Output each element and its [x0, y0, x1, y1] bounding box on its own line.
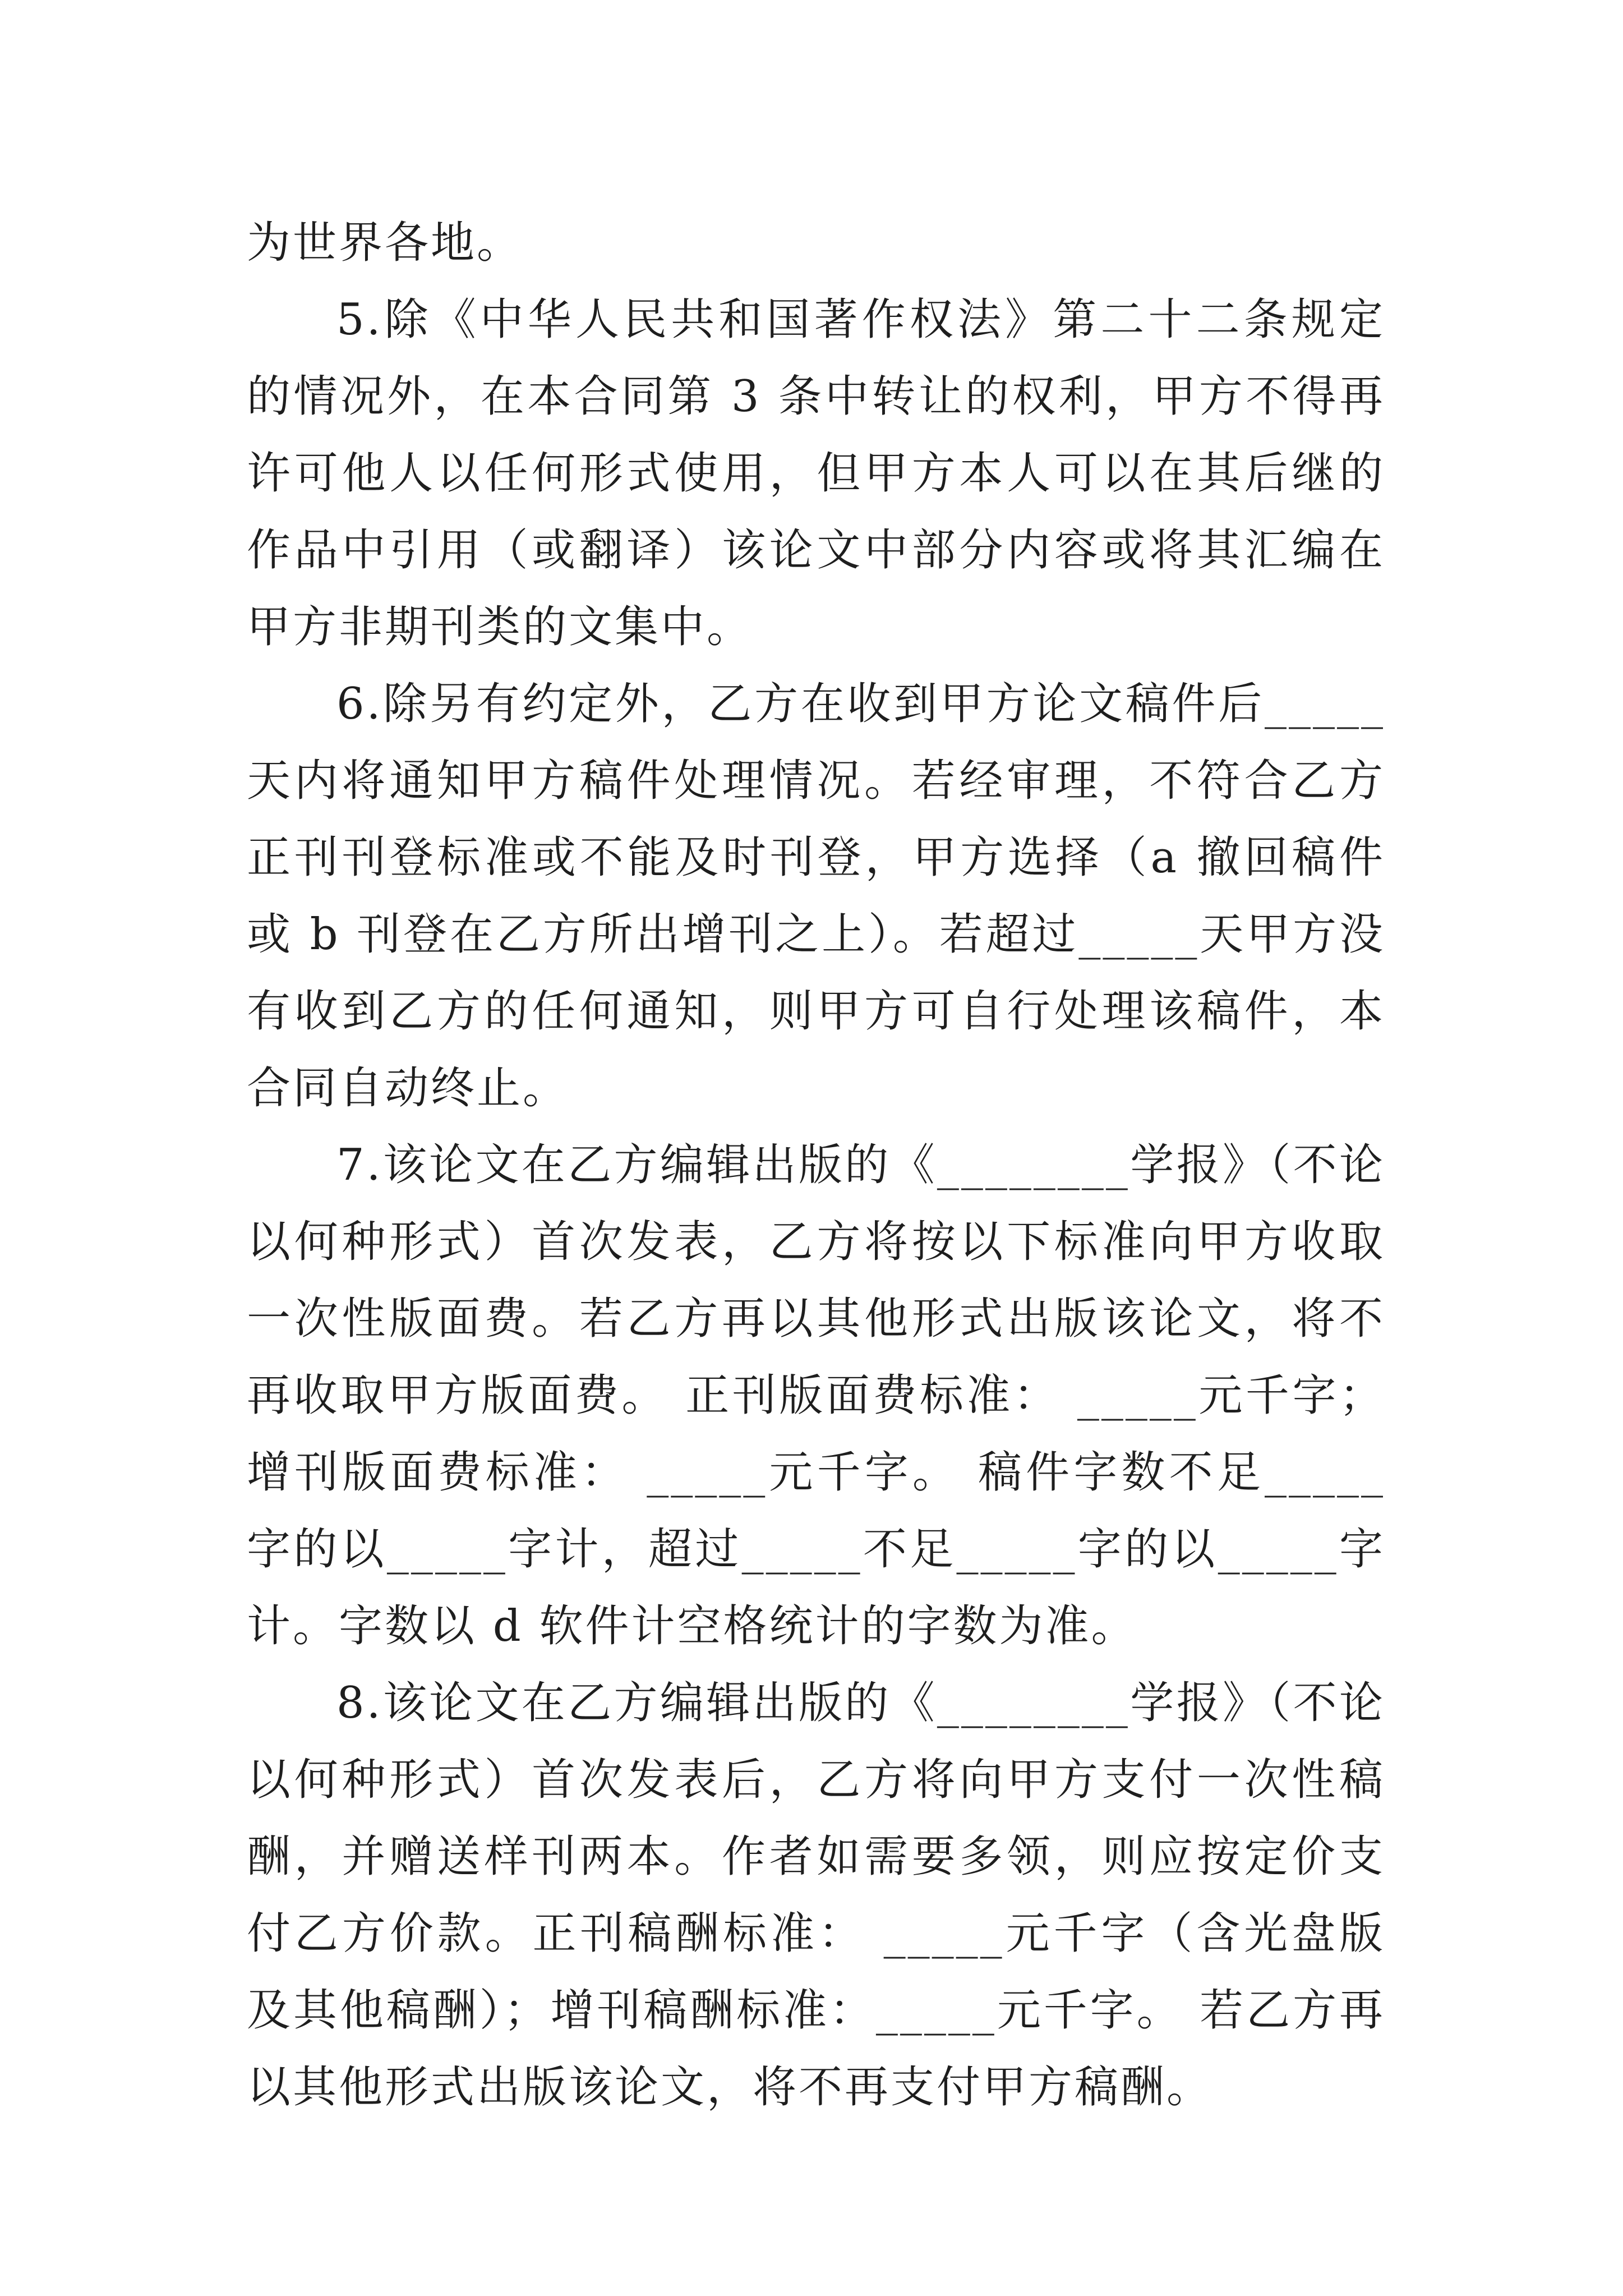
paragraph-clause-5: 5.除《中华人民共和国著作权法》第二十二条规定的情况外，在本合同第 3 条中转让的权利，甲方不得再许可他人以任何形式使用，但甲方本人可以在其后继的作品中引用（或翻译）该论文中部分内容或将其汇编在甲方非期刊类的文集中。 — [247, 295, 1385, 652]
paragraph-clause-6: 6.除另有约定外，乙方在收到甲方论文稿件后_____天内将通知甲方稿件处理情况。若经审理，不符合乙方正刊刊登标准或不能及时刊登，甲方选择（a 撤回稿件或 b 刊登在乙方所出增刊之上）。若超过_____天甲方没有收到乙方的任何通知，则甲方可自行处理该稿件，本合同自动终止。 — [247, 679, 1385, 1114]
paragraph-clause-7: 7.该论文在乙方编辑出版的《________学报》（不论以何种形式）首次发表，乙方将按以下标准向甲方收取一次性版面费。若乙方再以其他形式出版该论文，将不再收取甲方版面费。 正刊版面费标准： _____元千字；增刊版面费标准： _____元千字。 稿件字数不足_____字的以_____字计，超过_____不足_____字的以_____字计。字数以 d 软件计空格统计的字数为准。 — [247, 1140, 1385, 1651]
paragraph-clause-8: 8.该论文在乙方编辑出版的《________学报》（不论以何种形式）首次发表后，乙方将向甲方支付一次性稿酬，并赠送样刊两本。作者如需要多领，则应按定价支付乙方价款。正刊稿酬标准： _____元千字（含光盘版及其他稿酬）；增刊稿酬标准：_____元千字。 若乙方再以其他形式出版该论文，将不再支付甲方稿酬。 — [247, 1678, 1385, 2113]
paragraph-continuation: 为世界各地。 — [247, 218, 523, 268]
document-body — [247, 205, 1385, 2126]
